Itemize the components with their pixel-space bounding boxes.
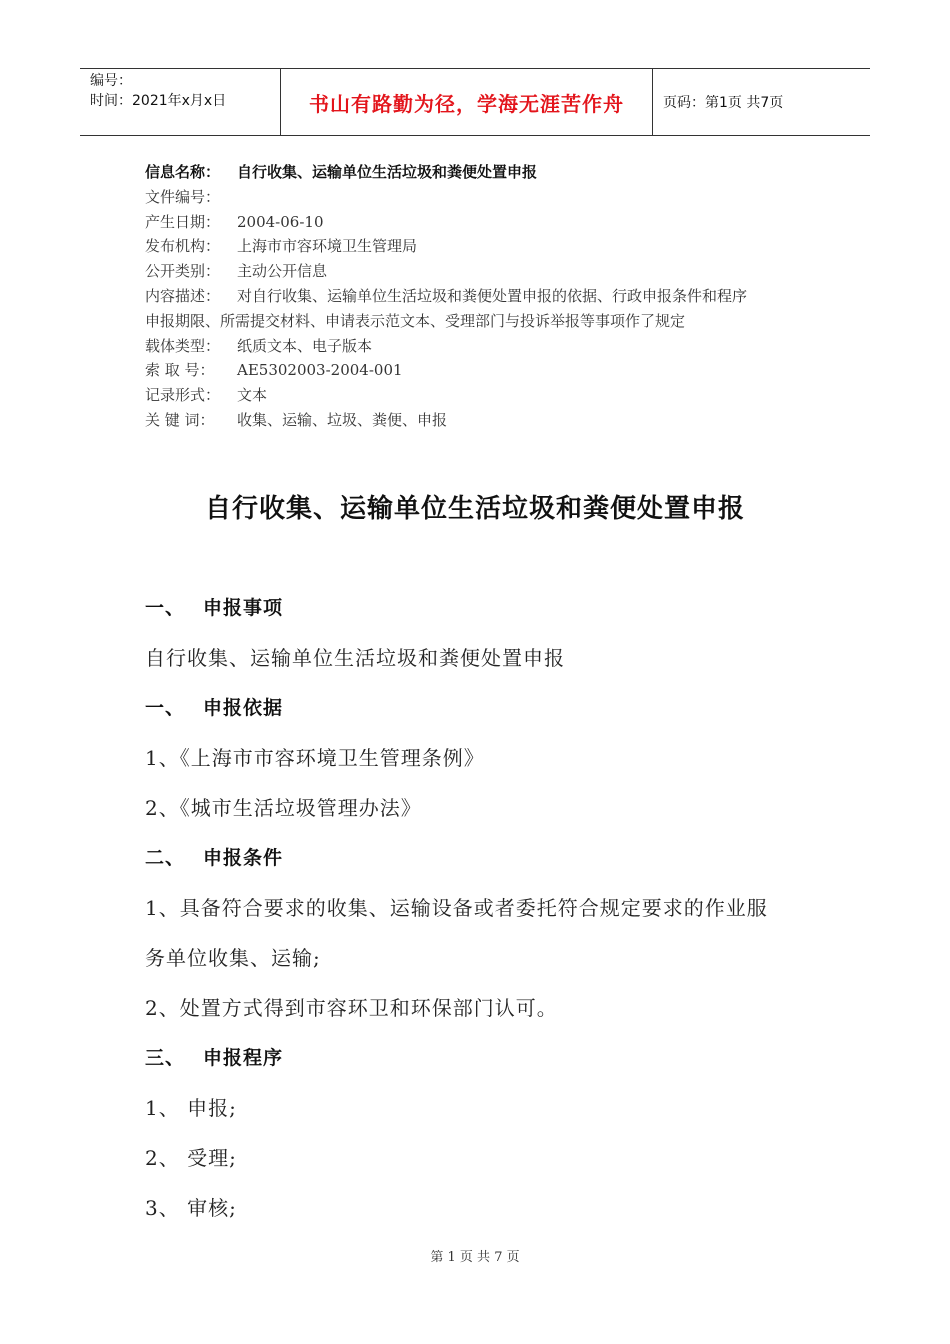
meta-value: AE5302003-2004-001 [237,361,403,380]
meta-value: 主动公开信息 [237,262,328,281]
list-item: 1、 申报; [145,1096,237,1120]
section-heading [145,688,825,738]
meta-key: 信息名称： [145,163,221,181]
header-motto: 书山有路勤为径，学海无涯苦作舟 [281,69,653,135]
meta-row-carrier [145,334,865,359]
list-item: 1、具备符合要求的收集、运输设备或者委托符合规定要求的作业服 [145,896,768,920]
section-number: 一、 [145,597,186,619]
meta-value: 对自行收集、运输单位生活垃圾和粪便处置申报的依据、行政申报条件和程序 [237,286,748,305]
list-item: 2、处置方式得到市容环卫和环保部门认可。 [145,996,558,1020]
section-number: 三、 [145,1047,186,1069]
meta-key: 产生日期： [145,212,221,231]
meta-row-publisher [145,234,865,259]
list-item: 2、《城市生活垃圾管理办法》 [145,796,422,820]
section-heading [145,588,825,638]
section-label: 申报程序 [203,1047,284,1069]
meta-key: 关 键 词： [145,410,215,429]
metadata-block [145,160,865,433]
paragraph: 自行收集、运输单位生活垃圾和粪便处置申报 [145,646,565,670]
meta-value: 文本 [237,386,268,405]
meta-value: 收集、运输、垃圾、粪便、申报 [237,410,448,429]
meta-key: 公开类别： [145,262,221,281]
section-heading [145,1038,825,1088]
header-info [80,69,281,135]
meta-value: 纸质文本、电子版本 [237,336,373,355]
meta-key: 索 取 号： [145,361,215,380]
meta-key: 载体类型： [145,336,221,355]
meta-value: 自行收集、运输单位生活垃圾和粪便处置申报 [237,163,538,181]
section-label: 申报条件 [203,847,284,869]
document-time-label: 时间：2021年x月x日 [90,93,227,109]
section-number: 二、 [145,847,186,869]
page-footer: 第 1 页 共 7 页 [430,1250,520,1265]
meta-row-keywords [145,408,865,433]
list-item-cont: 务单位收集、运输; [145,946,321,970]
meta-row-file-number [145,185,865,210]
meta-key: 记录形式： [145,386,221,405]
meta-row-category [145,259,865,284]
section-number: 一、 [145,697,186,719]
header-page-number: 页码：第1页 共7页 [663,95,784,111]
meta-row-date [145,210,865,235]
meta-key: 内容描述： [145,286,221,305]
meta-key: 发布机构： [145,237,221,256]
meta-row-format [145,383,865,408]
list-item: 1、《上海市市容环境卫生管理条例》 [145,746,485,770]
meta-row-index [145,358,865,383]
meta-row-description [145,284,865,309]
page-header [80,68,870,136]
document-title: 自行收集、运输单位生活垃圾和粪便处置申报 [204,494,745,524]
list-item: 3、 审核; [145,1196,237,1220]
list-item: 2、 受理; [145,1146,237,1170]
document-body [145,588,825,1238]
document-number-label: 编号： [90,73,132,89]
meta-row-description-cont: 申报期限、所需提交材料、申请表示范文本、受理部门与投诉举报等事项作了规定 [145,311,686,330]
meta-value: 上海市市容环境卫生管理局 [237,237,418,256]
meta-key: 文件编号： [145,187,221,206]
section-heading [145,838,825,888]
section-label: 申报事项 [203,597,284,619]
section-label: 申报依据 [203,697,284,719]
meta-value: 2004-06-10 [237,212,324,231]
meta-row-name [145,160,865,185]
